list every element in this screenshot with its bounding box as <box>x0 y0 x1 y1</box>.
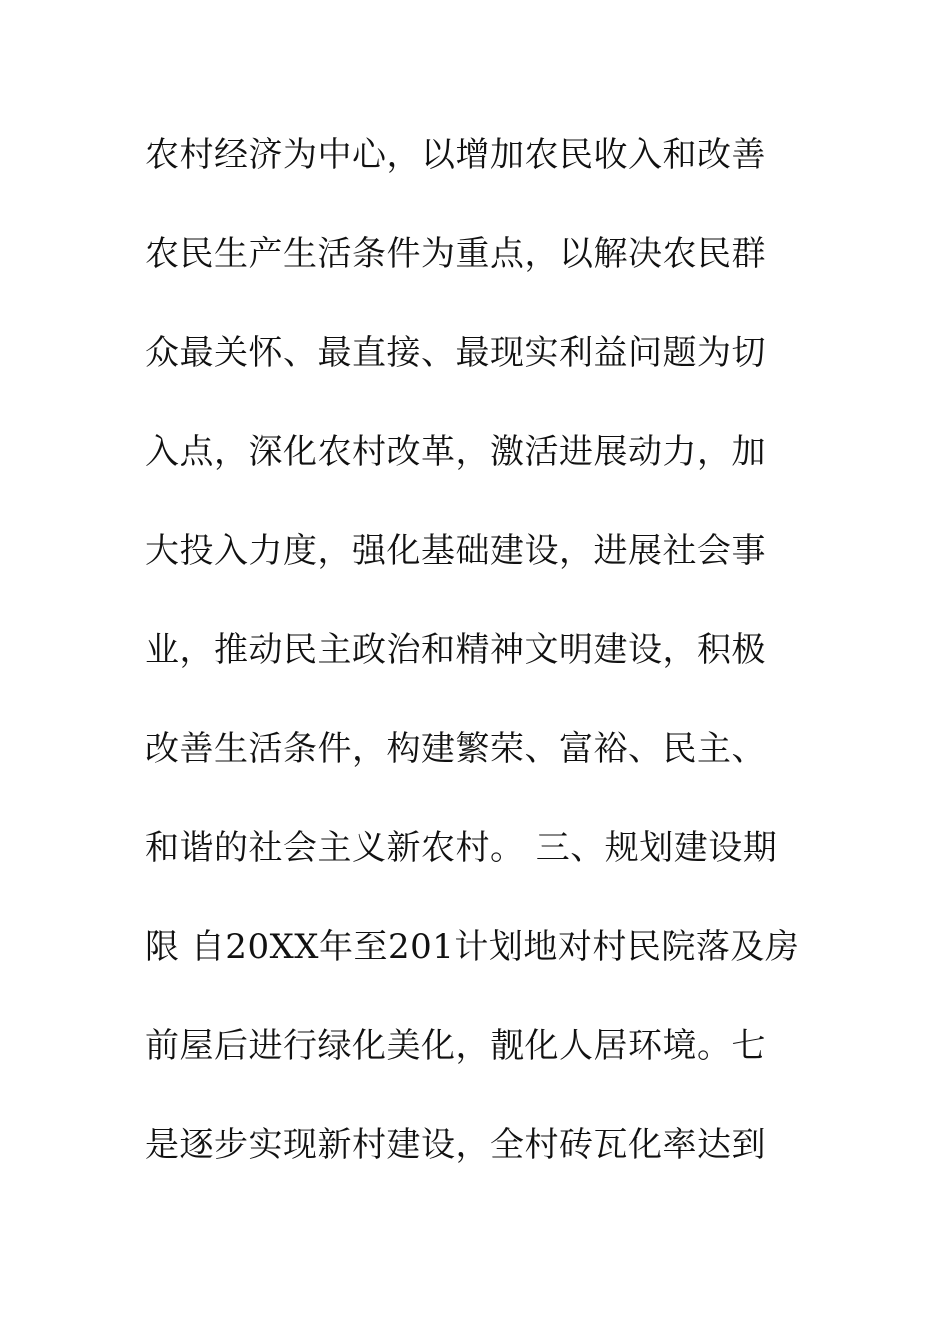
text-line-2: 农民生产生活条件为重点，以解决农民群 <box>145 234 766 274</box>
text-line-11: 是逐步实现新村建设，全村砖瓦化率达到 <box>145 1125 766 1165</box>
text-line-1: 农村经济为中心，以增加农民收入和改善 <box>145 135 766 175</box>
text-line-10: 前屋后进行绿化美化，靓化人居环境。七 <box>145 1026 766 1066</box>
text-line-3: 众最关怀、最直接、最现实利益问题为切 <box>145 333 766 373</box>
text-line-9: 限 自20XX年至201计划地对村民院落及房 <box>145 927 800 967</box>
text-line-6: 业，推动民主政治和精神文明建设，积极 <box>145 630 766 670</box>
text-line-4: 入点，深化农村改革，激活进展动力，加 <box>145 432 766 472</box>
text-line-8: 和谐的社会主义新农村。 三、规划建设期 <box>145 828 778 868</box>
text-line-5: 大投入力度，强化基础建设，进展社会事 <box>145 531 766 571</box>
document-body <box>145 125 825 1214</box>
text-line-7: 改善生活条件，构建繁荣、富裕、民主、 <box>145 729 766 769</box>
